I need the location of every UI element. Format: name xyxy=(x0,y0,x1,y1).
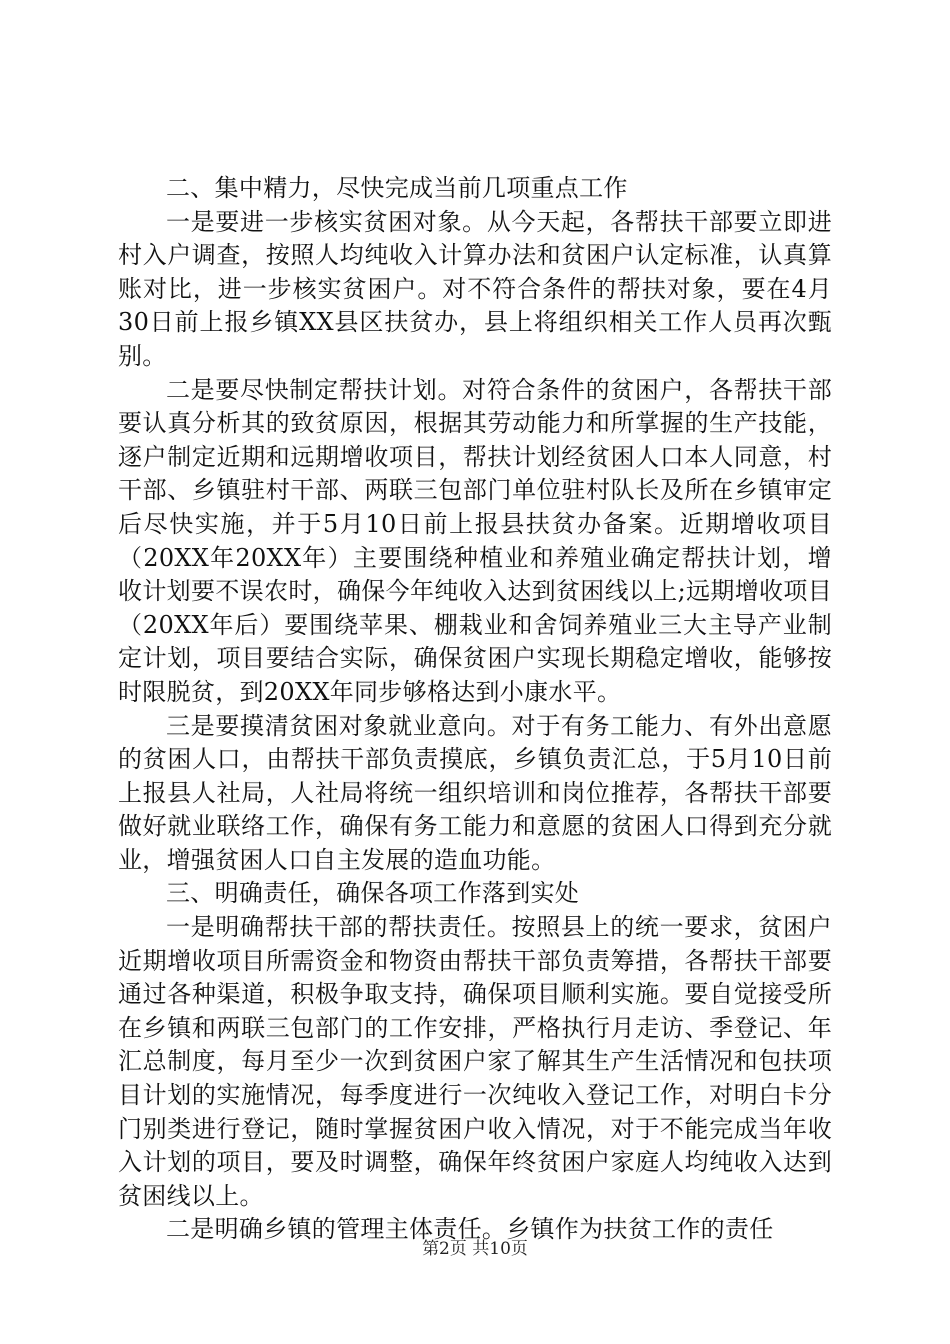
paragraph-assistance-plan: 二是要尽快制定帮扶计划。对符合条件的贫困户，各帮扶干部要认真分析其的致贫原因，根据其劳动能力和所掌握的生产技能，逐户制定近期和远期增收项目，帮扶计划经贫困人口本人同意，村干部、乡镇驻村干部、两联三包部门单位驻村队长及所在乡镇审定后尽快实施，并于5月10日前上报县扶贫办备案。近期增收项目（20XX年20XX年）主要围绕种植业和养殖业确定帮扶计划，增收计划要不误农时，确保今年纯收入达到贫困线以上;远期增收项目（20XX年后）要围绕苹果、棚栽业和舍饲养殖业三大主导产业制定计划，项目要结合实际，确保贫困户实现长期稳定增收，能够按时限脱贫，到20XX年同步够格达到小康水平。 xyxy=(118,375,832,706)
paragraph-verify-poverty-targets: 一是要进一步核实贫困对象。从今天起，各帮扶干部要立即进村入户调查，按照人均纯收入计算办法和贫困户认定标准，认真算账对比，进一步核实贫困户。对不符合条件的帮扶对象，要在4月30日前上报乡镇XX县区扶贫办，县上将组织相关工作人员再次甄别。 xyxy=(118,207,832,370)
section-heading-2: 二、集中精力，尽快完成当前几项重点工作 xyxy=(166,174,628,202)
section-heading-3: 三、明确责任，确保各项工作落到实处 xyxy=(166,879,580,908)
paragraph-cadre-responsibility: 一是明确帮扶干部的帮扶责任。按照县上的统一要求，贫困户近期增收项目所需资金和物资由帮扶干部负责筹措，各帮扶干部要通过各种渠道，积极争取支持，确保项目顺利实施。要自觉接受所在乡镇和两联三包部门的工作安排，严格执行月走访、季登记、年汇总制度，每月至少一次到贫困户家了解其生产生活情况和包扶项目计划的实施情况，每季度进行一次纯收入登记工作，对明白卡分门别类进行登记，随时掌握贫困户收入情况，对于不能完成当年收入计划的项目，要及时调整，确保年终贫困户家庭人均纯收入达到贫困线以上。 xyxy=(118,913,832,1210)
document-body xyxy=(118,172,832,1247)
paragraph-employment-intention: 三是要摸清贫困对象就业意向。对于有务工能力、有外出意愿的贫困人口，由帮扶干部负责摸底，乡镇负责汇总，于5月10日前上报县人社局，人社局将统一组织培训和岗位推荐，各帮扶干部要做好就业联络工作，确保有务工能力和意愿的贫困人口得到充分就业，增强贫困人口自主发展的造血功能。 xyxy=(118,711,832,874)
paragraph-township-responsibility: 二是明确乡镇的管理主体责任。乡镇作为扶贫工作的责任 xyxy=(166,1215,774,1244)
page-number-footer: 第2页 共10页 xyxy=(422,1239,528,1259)
